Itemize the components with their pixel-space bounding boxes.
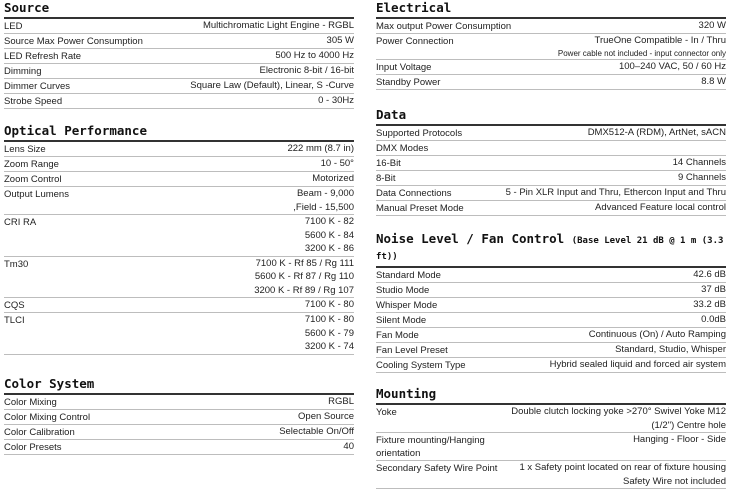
spec-row [376, 60, 726, 75]
section-color-system [4, 377, 354, 455]
section-source [4, 1, 354, 109]
spec-row [376, 19, 726, 34]
section-title [376, 232, 726, 268]
spec-label: Zoom Range [4, 159, 59, 170]
spec-value: Multichromatic Light Engine - RGBL [202, 20, 354, 31]
spec-label: LED Refresh Rate [4, 51, 82, 62]
spec-row [376, 433, 726, 461]
spec-label: 8-Bit [376, 173, 396, 184]
spec-values [595, 201, 726, 215]
spec-row [4, 425, 354, 440]
section-title-text: Color System [4, 376, 95, 391]
spec-values [327, 34, 354, 48]
spec-value: 33.2 dB [693, 299, 726, 310]
spec-values [558, 34, 726, 59]
spec-values [279, 425, 354, 439]
spec-value: Standard, Studio, Whisper [615, 344, 726, 355]
spec-row [376, 156, 726, 171]
spec-row [4, 257, 354, 299]
spec-label: Max output Power Consumption [376, 21, 512, 32]
spec-row [376, 298, 726, 313]
spec-row [4, 49, 354, 64]
section-electrical [376, 1, 726, 90]
spec-value: 1 x Safety point located on rear of fixture housing [519, 462, 726, 473]
spec-value: 0.0dB [701, 314, 726, 325]
spec-values [673, 156, 726, 170]
spec-value: 10 - 50° [320, 158, 354, 169]
spec-values [298, 410, 354, 424]
spec-row [376, 358, 726, 373]
spec-values [328, 395, 354, 409]
spec-label: Color Mixing Control [4, 412, 91, 423]
spec-label: Standby Power [376, 76, 441, 88]
spec-value: 9 Channels [677, 172, 726, 183]
section-data [376, 108, 726, 216]
spec-values [615, 343, 726, 357]
spec-label: Yoke [376, 407, 397, 418]
spec-values [589, 328, 726, 342]
spec-values [511, 405, 726, 432]
spec-value: 5600 K - 84 [304, 229, 354, 241]
spec-label: Output Lumens [4, 189, 69, 200]
spec-row [4, 94, 354, 109]
spec-value: 100–240 VAC, 50 / 60 Hz [618, 60, 726, 72]
spec-values [305, 215, 354, 256]
spec-value: Motorized [312, 173, 354, 184]
spec-value: DMX512-A (RDM), ArtNet, sACN [587, 127, 726, 138]
spec-label: LED [4, 21, 23, 32]
spec-values [275, 49, 354, 63]
spec-value: Hanging - Floor - Side [633, 434, 726, 445]
spec-values [588, 126, 726, 140]
section-title-text: Optical Performance [4, 123, 147, 138]
spec-values [293, 187, 354, 214]
spec-row [4, 172, 354, 187]
spec-label: Lens Size [4, 144, 46, 155]
spec-label: Source Max Power Consumption [4, 36, 143, 47]
spec-row [4, 79, 354, 94]
spec-value: (1/2") Centre hole [651, 419, 726, 431]
spec-label: Power Connection [376, 36, 454, 47]
spec-value: Square Law (Default), Linear, S -Curve [190, 80, 354, 91]
spec-value: ,Field - 15,500 [293, 201, 354, 213]
spec-value: Continuous (On) / Auto Ramping [588, 329, 726, 340]
spec-label: Color Calibration [4, 427, 75, 438]
spec-row [376, 171, 726, 186]
spec-row [4, 440, 354, 455]
spec-values [506, 186, 726, 200]
spec-label: Fixture mounting/Hanging orientation [376, 435, 485, 459]
spec-values [693, 268, 726, 282]
spec-value: 500 Hz to 4000 Hz [275, 50, 354, 61]
spec-value: 3200 K - 74 [304, 341, 354, 352]
spec-row [4, 313, 354, 355]
spec-value: Electronic 8-bit / 16-bit [259, 65, 354, 76]
spec-label: 16-Bit [376, 158, 401, 169]
spec-label: Strobe Speed [4, 96, 63, 107]
spec-label: Secondary Safety Wire Point [376, 463, 498, 474]
spec-row [376, 461, 726, 489]
spec-label: Cooling System Type [376, 360, 466, 371]
section-title [376, 108, 726, 126]
spec-value: TrueOne Compatible - In / Thru [594, 35, 726, 46]
spec-values [701, 283, 726, 297]
spec-row [4, 157, 354, 172]
spec-value: 7100 K - 82 [304, 216, 354, 227]
spec-row [376, 268, 726, 283]
spec-label: Supported Protocols [376, 128, 463, 139]
spec-value: 3200 K - Rf 89 / Rg 107 [254, 284, 354, 296]
spec-value: 7100 K - 80 [304, 299, 354, 310]
section-mounting [376, 387, 726, 489]
spec-values [723, 141, 726, 155]
spec-values [633, 433, 726, 460]
spec-label: Silent Mode [376, 315, 427, 326]
section-title-text: Noise Level / Fan Control [376, 231, 565, 246]
spec-value: Selectable On/Off [279, 426, 354, 437]
spec-label: CQS [4, 300, 25, 311]
spec-value: 5 - Pin XLR Input and Thru, Ethercon Input and Thru [505, 187, 726, 198]
spec-value: 42.6 dB [693, 269, 726, 280]
spec-values [190, 79, 354, 93]
spec-label: Zoom Control [4, 174, 62, 185]
spec-values [619, 60, 726, 74]
section-title [376, 1, 726, 19]
spec-value: 222 mm (8.7 in) [287, 143, 354, 154]
spec-values [305, 298, 354, 312]
spec-values [203, 19, 354, 33]
spec-footnote: Power cable not included - input connector only [557, 48, 726, 58]
spec-values [259, 64, 354, 78]
spec-values [550, 358, 726, 372]
spec-value: 305 W [326, 35, 354, 46]
spec-label: Manual Preset Mode [376, 203, 464, 214]
spec-values [701, 313, 726, 327]
section-title-text: Data [376, 107, 407, 122]
spec-row [376, 126, 726, 141]
spec-label: Color Mixing [4, 397, 57, 408]
spec-values [312, 172, 354, 186]
spec-value: 8.8 W [701, 75, 726, 87]
spec-label: Dimming [4, 66, 42, 77]
spec-values [318, 94, 354, 108]
spec-value: 320 W [698, 20, 726, 31]
spec-value: Advanced Feature local control [595, 202, 726, 213]
spec-values [305, 313, 354, 354]
section-note: (Base Level 21 dB @ 1 m (3.3 ft)) [376, 236, 724, 262]
spec-value: Double clutch locking yoke >270° Swivel Yoke M12 [511, 406, 726, 417]
spec-value: 7100 K - 80 [304, 314, 354, 325]
spec-label: DMX Modes [376, 143, 429, 154]
spec-row [376, 75, 726, 90]
spec-values [678, 171, 726, 185]
spec-row [376, 201, 726, 216]
spec-label: Standard Mode [376, 270, 441, 281]
spec-value [723, 141, 726, 155]
spec-label: CRI RA [4, 217, 37, 228]
spec-label: TLCI [4, 315, 25, 326]
section-title [4, 124, 354, 142]
spec-row [376, 141, 726, 156]
section-title [4, 1, 354, 19]
spec-row [376, 34, 726, 60]
spec-value: 0 - 30Hz [318, 95, 354, 106]
spec-value: 5600 K - Rf 87 / Rg 110 [254, 271, 354, 282]
spec-label: Data Connections [376, 188, 452, 199]
spec-value: RGBL [328, 396, 354, 407]
spec-row [4, 395, 354, 410]
spec-row [4, 64, 354, 79]
section-title-text: Electrical [376, 0, 452, 15]
spec-row [4, 142, 354, 157]
spec-label: Fan Level Preset [376, 345, 448, 356]
spec-values [693, 298, 726, 312]
spec-values [520, 461, 727, 488]
section-title [376, 387, 726, 405]
spec-row [376, 343, 726, 358]
spec-values [701, 75, 726, 89]
spec-value: Hybrid sealed liquid and forced air system [549, 359, 726, 370]
spec-value: 40 [343, 441, 354, 452]
spec-value: 14 Channels [672, 157, 726, 168]
section-optical-performance [4, 124, 354, 355]
spec-values [321, 157, 354, 171]
section-title-text: Mounting [376, 386, 437, 401]
spec-row [4, 19, 354, 34]
section-title-text: Source [4, 0, 50, 15]
spec-values [699, 19, 726, 33]
spec-row [4, 34, 354, 49]
spec-value: 7100 K - Rf 85 / Rg 111 [255, 257, 354, 269]
spec-row [376, 283, 726, 298]
spec-label: Input Voltage [376, 61, 432, 73]
spec-row [4, 187, 354, 215]
spec-values [254, 257, 354, 298]
spec-label: Fan Mode [376, 330, 419, 341]
spec-row [4, 410, 354, 425]
spec-value: 37 dB [701, 284, 726, 295]
spec-values [343, 440, 354, 454]
spec-row [376, 405, 726, 433]
spec-value: Safety Wire not included [623, 475, 726, 487]
spec-value: 3200 K - 86 [304, 243, 354, 254]
spec-row [4, 215, 354, 257]
spec-value: Open Source [298, 411, 354, 422]
spec-row [4, 298, 354, 313]
section-title [4, 377, 354, 395]
spec-label: Dimmer Curves [4, 81, 70, 92]
spec-values [287, 142, 354, 156]
spec-value: Beam - 9,000 [296, 188, 354, 199]
spec-row [376, 186, 726, 201]
spec-row [376, 328, 726, 343]
spec-label: Studio Mode [376, 285, 430, 296]
spec-value: 5600 K - 79 [304, 327, 354, 339]
spec-label: Tm30 [4, 258, 29, 270]
spec-row [376, 313, 726, 328]
section-noise-level-fan-control [376, 232, 726, 373]
spec-label: Color Presets [4, 442, 62, 453]
spec-label: Whisper Mode [376, 300, 438, 311]
